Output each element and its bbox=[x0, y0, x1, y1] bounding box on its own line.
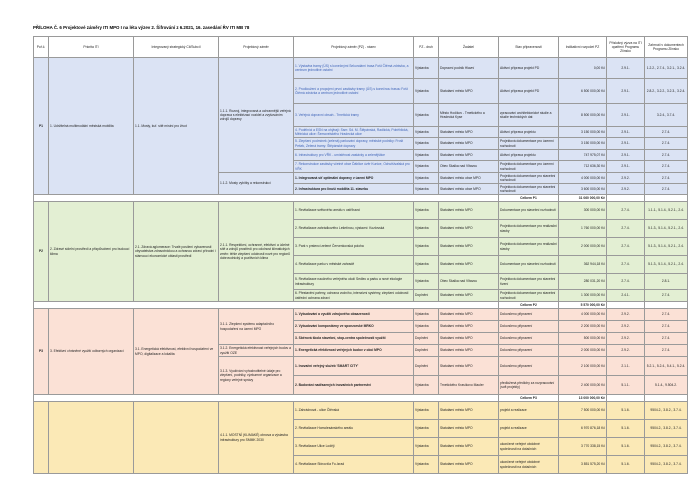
project-type: Doplnění bbox=[414, 357, 439, 376]
budget: 2 000 000,00 Kč bbox=[559, 238, 607, 256]
budget: 500 000,00 Kč bbox=[559, 333, 607, 345]
budget: 6 500 000,00 Kč bbox=[559, 79, 607, 104]
readiness: Aktivní příprava projekt PD bbox=[499, 79, 559, 104]
project-name: 5. Zlepšení podmínek (zelená) parkování dopravy, městské podniky: Frošt Pešek, Zelená tramy: Štěpánské dopravy bbox=[294, 138, 414, 150]
call-measure: 2.7.4. bbox=[607, 238, 645, 256]
project-type: Výstavba bbox=[414, 456, 439, 474]
readiness: Dokončeno připravení bbox=[499, 321, 559, 333]
applicant: Trnetického Krasíkovo Mauler bbox=[439, 376, 499, 395]
project-table bbox=[33, 36, 688, 474]
applicant: Statutární město MPO bbox=[439, 321, 499, 333]
applicant: Statutární město MPO bbox=[439, 138, 499, 150]
program-refs: 2.7.4. bbox=[645, 333, 688, 345]
call-measure: 2.9.2. bbox=[607, 333, 645, 345]
call-measure: 2.9.2. bbox=[607, 173, 645, 184]
col-header: Integrovaný strategický Cíl/Subcíl bbox=[134, 37, 219, 58]
project-type: Výstavba bbox=[414, 376, 439, 395]
budget: 3 600 000,00 Kč bbox=[559, 184, 607, 195]
call-measure: 5.1.6. bbox=[607, 456, 645, 474]
readiness: ukončené veřejné obdobné společnosti na dotačních bbox=[499, 438, 559, 456]
call-measure: 2.9.1. bbox=[607, 127, 645, 138]
applicant: Město Hodíkov - Trnetického a Hradecká Kyse bbox=[439, 104, 499, 127]
total-label: Celkem P3 bbox=[499, 395, 559, 402]
project-name: 7. Rekonstrukce zastávky včetně obce Ďáblice úvěr Kunice, Ochutšívalská pro VŘK bbox=[294, 161, 414, 173]
budget: 2 400 000,00 Kč bbox=[559, 376, 607, 395]
readiness: Dokončeno připravení bbox=[499, 309, 559, 321]
priority-number: P3 bbox=[34, 309, 49, 395]
project-name: 1. Energetická efektivnost veřejných budov v obci MPO bbox=[294, 345, 414, 357]
program-refs: 2.7.4. bbox=[645, 290, 688, 302]
program-refs: 2.8.1. bbox=[645, 274, 688, 290]
col-header: Žadatel bbox=[439, 37, 499, 58]
readiness: projekt a realizace bbox=[499, 402, 559, 420]
project-type: Výstavba bbox=[414, 256, 439, 274]
project-name: 3. Sběrová škola stavební, stop-centra společnosti využití bbox=[294, 333, 414, 345]
applicant: Statutární město MPO bbox=[439, 202, 499, 220]
program-refs: 2.7.4. bbox=[645, 150, 688, 161]
call-measure: 2.7.4. bbox=[607, 256, 645, 274]
budget: 4 000 000,00 Kč bbox=[559, 173, 607, 184]
project-name: 1. Zahrádnová - ulice Čtěnská bbox=[294, 402, 414, 420]
project-type: Výstavba bbox=[414, 127, 439, 138]
readiness: Projektová dokumentace pro stavební řízení bbox=[499, 274, 559, 290]
budget: 1 300 000,00 Kč bbox=[559, 290, 607, 302]
project-measure: 3.1.3. Využívání vyhodnotitelné údaje pro zlepšení, podniky, výzkumné organizace a regiony veřejné správy bbox=[219, 357, 294, 395]
project-name: 6. Infrastruktury pro VŘK - umístěnost zastávky a zelenějštice bbox=[294, 150, 414, 161]
project-measure: 2.1.1. Respektivní, ochranné, efektivní a účelné sítě a zdrojů prostředí pro odolnost klimatických změn: téhle zlepšení odolnosti nové pro regionů dobrovolnický a pozitivních klima bbox=[219, 202, 294, 302]
project-name: 1. Revitalizace světového areálu v ostříhavci bbox=[294, 202, 414, 220]
priority-name: 2. Zdravé sídelní prostředí a přizpůsobení pro budoucí klima bbox=[49, 202, 134, 302]
applicant: Statutární město MPO bbox=[439, 79, 499, 104]
project-type: Výstavba bbox=[414, 220, 439, 238]
project-name: 2. Revitalizace Homolesánského areálu bbox=[294, 420, 414, 438]
total-row bbox=[34, 302, 688, 309]
strategic-goal bbox=[134, 402, 219, 474]
call-measure: 5.1.1. bbox=[607, 376, 645, 395]
program-refs: 9504.2., 3.8.2., 3.7.4. bbox=[645, 420, 688, 438]
project-type: Výstavba bbox=[414, 173, 439, 184]
total-row bbox=[34, 395, 688, 402]
call-measure: 2.4.1. bbox=[607, 290, 645, 302]
total-amount: 13 000 000,00 Kč bbox=[559, 395, 607, 402]
table-row bbox=[34, 58, 688, 79]
project-name: 1. Integrovaná síť optimální dopravy v území MPO bbox=[294, 173, 414, 184]
program-refs: 2.7.4. bbox=[645, 161, 688, 173]
call-measure: 5.1.6. bbox=[607, 438, 645, 456]
total-label: Celkem P2 bbox=[499, 302, 559, 309]
readiness: Projektová dokumentace pro realizační stavby bbox=[499, 238, 559, 256]
budget: 280 031,20 Kč bbox=[559, 274, 607, 290]
call-measure: 2.7.4. bbox=[607, 274, 645, 290]
project-type: Výstavba bbox=[414, 309, 439, 321]
call-measure: 2.9.1. bbox=[607, 104, 645, 127]
budget: 3 770 338,15 Kč bbox=[559, 438, 607, 456]
strategic-goal: 2.1. Zdravá aglomerace: Trvalé posílení vybavenosti obyvatelstva zdravotnickou a ochranou zdraví přírodní i stárnoucí ekonomické oblasti prostředí bbox=[134, 202, 219, 302]
program-refs: 2.7.4. bbox=[645, 321, 688, 333]
priority-number bbox=[34, 402, 49, 474]
call-measure: 2.7.4. bbox=[607, 220, 645, 238]
call-measure: 2.9.1. bbox=[607, 161, 645, 173]
call-measure: 2.9.2. bbox=[607, 309, 645, 321]
project-measure: 1.1.2. Mosty vybítky a rekonstrukcí bbox=[219, 173, 294, 195]
budget: 3 851 575,20 Kč bbox=[559, 456, 607, 474]
program-refs: 2.7.4. bbox=[645, 138, 688, 150]
call-measure: 5.1.6. bbox=[607, 420, 645, 438]
project-type: Výstavba bbox=[414, 202, 439, 220]
call-measure: 2.9.2. bbox=[607, 321, 645, 333]
call-measure: 2.9.1. bbox=[607, 79, 645, 104]
budget: 2 200 000,00 Kč bbox=[559, 321, 607, 333]
applicant: Statutární město MPO bbox=[439, 357, 499, 376]
program-refs: 5.1.3., 5.1.4., 5.2.1., 2.4. bbox=[645, 238, 688, 256]
program-refs: 2.7.4. bbox=[645, 184, 688, 195]
total-amount: 5 570 000,00 Kč bbox=[559, 302, 607, 309]
call-measure: 2.9.1. bbox=[607, 138, 645, 150]
readiness: projekt a realizace bbox=[499, 420, 559, 438]
budget: 6 970 876,18 Kč bbox=[559, 420, 607, 438]
table-row bbox=[34, 309, 688, 321]
project-type: Doplnění bbox=[414, 333, 439, 345]
program-refs: 5.1.4., 9.504.2. bbox=[645, 376, 688, 395]
project-name: 2. Vybudování kompostárny ve sponzorské MRKO bbox=[294, 321, 414, 333]
applicant: Obec Skalka nad Vltavou bbox=[439, 274, 499, 290]
budget: 712 636,30 Kč bbox=[559, 161, 607, 173]
project-name: 3. Veřejná dopravní obsah - Trnetická tramy bbox=[294, 104, 414, 127]
project-name: 1. Výstavba tramy (ÚS) s konečnými Sekundární trasa Fošt Čtěmá zdrávka, a centrum jednotlivé ostatní bbox=[294, 58, 414, 79]
applicant: Statutární město MPO bbox=[439, 345, 499, 357]
total-amount: 31 060 000,00 Kč bbox=[559, 195, 607, 202]
readiness: Projektová dokumentace pro územní rozhodnutí bbox=[499, 138, 559, 150]
priority-number: P1 bbox=[34, 58, 49, 195]
project-measure: 3.1.1. Zlepšení systému adaptačního hospodaření na území MPO bbox=[219, 309, 294, 345]
project-type: Doplnění bbox=[414, 290, 439, 302]
project-name: 1. Vybudování a využití zdrojového obsazenosti bbox=[294, 309, 414, 321]
project-name: 2. Prodloužení a propojení první zastávky tramy (ÚS) s konečnou trasou Fošt Čtěmá zdrávka a centrum jednotlivé ostatní bbox=[294, 79, 414, 104]
col-header: PZ - druh bbox=[414, 37, 439, 58]
readiness: Aktivní příprava projektu bbox=[499, 150, 559, 161]
readiness: Projektová dokumentace pro stavební rozhodnutí bbox=[499, 290, 559, 302]
col-header: Priorita ITI bbox=[49, 37, 134, 58]
applicant: Statutární město MPO bbox=[439, 402, 499, 420]
budget: 2 000 000,00 Kč bbox=[559, 345, 607, 357]
table-row bbox=[34, 402, 688, 420]
priority-number: P2 bbox=[34, 202, 49, 302]
readiness: ukončené veřejné obdobné společnosti na dotačních bbox=[499, 456, 559, 474]
budget: 362 944,18 Kč bbox=[559, 256, 607, 274]
program-refs: 9504.2., 3.8.2., 3.7.4. bbox=[645, 402, 688, 420]
program-refs: 2.7.4. bbox=[645, 127, 688, 138]
project-name: 4. Revitalizace Stínová'a Fo-Izrad bbox=[294, 456, 414, 474]
project-type: Výstavba bbox=[414, 402, 439, 420]
budget: 1 760 000,00 Kč bbox=[559, 220, 607, 238]
readiness: Dokončeno připravení bbox=[499, 333, 559, 345]
readiness: předložená předlohy za rozpracování (soft projekty) bbox=[499, 376, 559, 395]
program-refs: 2.8.2., 3.2.2., 3.2.3., 3.2.4. bbox=[645, 79, 688, 104]
project-measure: 1.1.1. Rozvoj, integrovaná a ochrannější veřejná doprava s elektrizací vozidel a zvyšováním zdrojů dopravy bbox=[219, 58, 294, 173]
project-name: 5. Revitalizace naučného veřejného okolí Sedlec a parku a nové ekologie infrastruktury bbox=[294, 274, 414, 290]
budget: 4 000 000,00 Kč bbox=[559, 309, 607, 321]
program-refs: 9504.2., 3.8.2., 3.7.4. bbox=[645, 438, 688, 456]
program-refs: 2.7.4. bbox=[645, 173, 688, 184]
table-row bbox=[34, 202, 688, 220]
project-name: 4. Podélníci a ESN na ohýbají: Ssm: Sd. M. Štěpánská, Radlická, Poběhlická, Mělnická ulice: Šemovelského Hradecká ulice bbox=[294, 127, 414, 138]
applicant: Statutární město MPO bbox=[439, 420, 499, 438]
project-type: Výstavba bbox=[414, 274, 439, 290]
call-measure: 5.1.6. bbox=[607, 402, 645, 420]
readiness: zpracování architektonické studie a studie technických dat bbox=[499, 104, 559, 127]
col-header: Indikativní rozpočet PZ bbox=[559, 37, 607, 58]
project-measure: 3.1.2. Energetická efektivnost veřejných budov a využití OZE bbox=[219, 345, 294, 357]
readiness: Projektová dokumentace pro územní rozhodnutí bbox=[499, 161, 559, 173]
project-name: 2. Budování nadřazených inovačních partnerství bbox=[294, 376, 414, 395]
budget: 300 000,00 Kč bbox=[559, 202, 607, 220]
project-name: 1. Inovační veřejný služeb 'SMART CITY' bbox=[294, 357, 414, 376]
project-type: Výstavba bbox=[414, 438, 439, 456]
program-refs: 3.2.4., 3.7.4. bbox=[645, 104, 688, 127]
priority-name: 3. Efektivní chráněné využití odborných organizací bbox=[49, 309, 134, 395]
readiness: Projektová dokumentace pro realizační stavby bbox=[499, 220, 559, 238]
col-header: Stav připravenosti bbox=[499, 37, 559, 58]
project-type: Výstavba bbox=[414, 150, 439, 161]
applicant: Dopravní podnik Hlavní bbox=[439, 58, 499, 79]
budget: 3 150 000,00 Kč bbox=[559, 127, 607, 138]
table-header-row bbox=[34, 37, 688, 58]
applicant: Statutární město MPO bbox=[439, 438, 499, 456]
readiness: Dokončeno připravení bbox=[499, 357, 559, 376]
call-measure: 2.9.1. bbox=[607, 150, 645, 161]
call-measure: 2.1.1. bbox=[607, 357, 645, 376]
applicant: Statutární město MPO bbox=[439, 309, 499, 321]
program-refs: 2.7.4. bbox=[645, 309, 688, 321]
budget: 8 500 000,00 Kč bbox=[559, 104, 607, 127]
project-type: Výstavba bbox=[414, 104, 439, 127]
total-label: Celkem P1 bbox=[499, 195, 559, 202]
col-header: Zahrnutí v dokumentech Programu Zlínsko bbox=[645, 37, 688, 58]
project-type: Výstavba bbox=[414, 79, 439, 104]
project-name: 3. Park v prstenci zelené Červenkovská poloha bbox=[294, 238, 414, 256]
applicant: Statutární město MPO bbox=[439, 238, 499, 256]
budget: 2 100 000,00 Kč bbox=[559, 357, 607, 376]
applicant: Statutární město obce MPO bbox=[439, 184, 499, 195]
applicant: Obec Skalka nad Vltavou bbox=[439, 161, 499, 173]
project-type: Výstavba bbox=[414, 321, 439, 333]
project-name: 6. Přestavění pařeny, ochrana vodního, intenzivní systémy, zlepšení odolnosti ústřední ochrana zdraví bbox=[294, 290, 414, 302]
program-refs: 1.1.1., 5.1.4., 5.2.1., 2.4. bbox=[645, 202, 688, 220]
program-refs: 5.2.1., 5.2.4., 5.4.1., 5.2.4. bbox=[645, 357, 688, 376]
program-refs: 9504.2., 3.8.2., 3.7.4. bbox=[645, 456, 688, 474]
budget: 747 975,07 Kč bbox=[559, 150, 607, 161]
project-type: Výstavba bbox=[414, 184, 439, 195]
col-header: Projektový záměr bbox=[219, 37, 294, 58]
applicant: Statutární město MPO bbox=[439, 290, 499, 302]
project-name: 2. Revitalizace zahrádkového Lešetínou, výstavní: Kozlovská bbox=[294, 220, 414, 238]
priority-name bbox=[49, 402, 134, 474]
budget: 7 500 000,00 Kč bbox=[559, 402, 607, 420]
project-type: Výstavba bbox=[414, 420, 439, 438]
strategic-goal: 3.1. Energetická efektivnost, efektivní hospodaření ve MPO, digitalizace a lokalita bbox=[134, 309, 219, 395]
project-type: Doplnění bbox=[414, 345, 439, 357]
budget: 3 150 000,00 Kč bbox=[559, 138, 607, 150]
project-measure: 4.1.1. MOSTNÍ (KLIMAKÉ) obnova a výstavba infrastruktury pro SMMK 2030 bbox=[219, 402, 294, 474]
col-header: Projektový záměr (PZ) - název bbox=[294, 37, 414, 58]
project-type: Výstavba bbox=[414, 238, 439, 256]
col-header: Poř.č. bbox=[34, 37, 49, 58]
applicant: Statutární město MPO bbox=[439, 127, 499, 138]
project-name: 2. Infrastruktura pro linuší mobilita 11. stavebu bbox=[294, 184, 414, 195]
applicant: Statutární město MPO bbox=[439, 220, 499, 238]
readiness: Dokumentace pro stavební rozhodnutí bbox=[499, 202, 559, 220]
program-refs: 2.7.4. bbox=[645, 345, 688, 357]
readiness: Projektová dokumentace pro stavební rozhodnutí bbox=[499, 173, 559, 184]
applicant: Statutární město MPO bbox=[439, 150, 499, 161]
priority-name: 1. Udržitelná multimodální městská mobilita bbox=[49, 58, 134, 195]
readiness: Dokumentace pro stavební rozhodnutí bbox=[499, 256, 559, 274]
total-row bbox=[34, 195, 688, 202]
project-type: Výstavba bbox=[414, 161, 439, 173]
readiness: Aktivní příprava projekt PD bbox=[499, 58, 559, 79]
project-name: 4. Revitalizace parku v městské zahradě bbox=[294, 256, 414, 274]
project-type: Výstavba bbox=[414, 58, 439, 79]
document-title: PŘÍLOHA Č. 6 Projektové záměry ITI MPO I na léta výzev 2. Šifrování z 6.2021, 16. zasedání ŘV ITI MB 78 bbox=[33, 25, 250, 30]
readiness: Aktivní příprava projektu bbox=[499, 127, 559, 138]
strategic-goal: 1.1. Mosty, kuř. sítě místní pro život bbox=[134, 58, 219, 195]
applicant: Statutární město MPO bbox=[439, 456, 499, 474]
project-name: 3. Revitalizace Ulice Lodějí bbox=[294, 438, 414, 456]
budget: 0,00 Kč bbox=[559, 58, 607, 79]
readiness: Dokončeno připravení bbox=[499, 345, 559, 357]
applicant: Statutární město obce MPO bbox=[439, 173, 499, 184]
call-measure: 2.9.1. bbox=[607, 58, 645, 79]
program-refs: 5.1.3., 5.1.4., 5.2.1., 2.4. bbox=[645, 220, 688, 238]
col-header: Příslušný výzva na ITI opatření Programu Zlínsko bbox=[607, 37, 645, 58]
program-refs: 5.1.3., 5.1.4., 5.2.1., 2.4. bbox=[645, 256, 688, 274]
readiness: Projektová dokumentace pro stavební rozhodnutí bbox=[499, 184, 559, 195]
call-measure: 2.9.2. bbox=[607, 345, 645, 357]
applicant: Statutární město MPO bbox=[439, 333, 499, 345]
program-refs: 1.2.2., 2.7.4., 3.2.1., 3.2.4. bbox=[645, 58, 688, 79]
call-measure: 2.7.4. bbox=[607, 202, 645, 220]
call-measure: 2.9.2. bbox=[607, 184, 645, 195]
project-type: Výstavba bbox=[414, 138, 439, 150]
applicant: Statutární město MPO bbox=[439, 256, 499, 274]
